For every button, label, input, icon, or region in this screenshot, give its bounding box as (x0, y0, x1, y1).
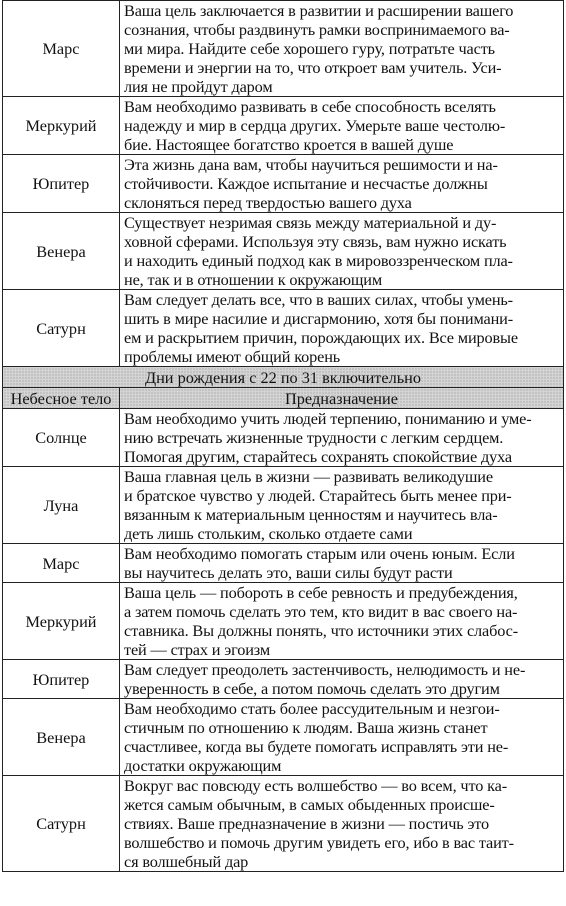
purpose-line: Вам следует делать все, что в ваших силах, чтобы умень- (124, 290, 513, 309)
purpose-line: Вам необходимо стать более рассудительным и незгои- (124, 699, 500, 718)
purpose-line: Существует незримая связь между материальной и ду- (124, 213, 497, 232)
purpose-text (120, 660, 564, 699)
planet-name: Венера (3, 213, 120, 290)
purpose-text (120, 213, 564, 290)
purpose-line: Вам необходимо учить людей терпению, пониманию и уме- (124, 409, 532, 428)
planet-name: Марс (3, 1, 120, 97)
purpose-line: стичным по отношению к людям. Ваша жизнь станет (124, 718, 488, 737)
table-row (3, 544, 564, 583)
purpose-line: Вам следует преодолеть застенчивость, нелюдимость и не- (124, 660, 526, 679)
planet-name: Солнце (3, 409, 120, 467)
document-page (2, 0, 564, 872)
purpose-line: волшебство и помочь другим увидеть его, ибо в вас таит- (124, 833, 514, 852)
purpose-line: достатки окружающим (124, 756, 282, 775)
planet-name: Меркурий (3, 97, 120, 155)
planet-name: Луна (3, 467, 120, 544)
purpose-line: проблемы имеют общий корень (124, 347, 341, 366)
purpose-text (120, 155, 564, 213)
column-header-planet: Небесное тело (3, 388, 120, 409)
planet-name: Меркурий (3, 583, 120, 660)
purpose-line: Вам необходимо развивать в себе способность вселять (124, 97, 496, 116)
planet-name: Сатурн (3, 290, 120, 367)
purpose-text (120, 544, 564, 583)
purpose-line: склоняться перед твердостью вашего духа (124, 193, 412, 212)
purpose-line: ми мира. Найдите себе хорошего гуру, потратьте часть (124, 39, 495, 58)
table-row (3, 1, 564, 97)
planet-name: Юпитер (3, 660, 120, 699)
table-row (3, 776, 564, 872)
planet-name: Марс (3, 544, 120, 583)
planet-name: Юпитер (3, 155, 120, 213)
table-row (3, 155, 564, 213)
purpose-line: ем и раскрытием причин, порождающих их. Все мировые (124, 328, 518, 347)
purpose-text (120, 290, 564, 367)
table-row (3, 583, 564, 660)
table-row (3, 467, 564, 544)
section1-body (3, 1, 564, 367)
purpose-line: времени и энергии на то, что откроет вам учитель. Уси- (124, 58, 502, 77)
purpose-text (120, 467, 564, 544)
table-row (3, 409, 564, 467)
planet-purpose-table (2, 0, 564, 872)
planet-name: Венера (3, 699, 120, 776)
purpose-text (120, 1, 564, 97)
purpose-line: бие. Настоящее богатство кроется в вашей душе (124, 135, 454, 154)
purpose-line: ствиях. Ваше предназначение в жизни — постичь это (124, 814, 490, 833)
table-row (3, 97, 564, 155)
purpose-line: деть лишь стольким, сколько отдаете сами (124, 524, 413, 543)
purpose-line: вы научитесь делать это, ваши силы будут расти (124, 563, 453, 582)
section2-header (3, 367, 564, 409)
purpose-line: сознания, чтобы раздвинуть рамки воспринимаемого ва- (124, 20, 510, 39)
purpose-line: а затем помочь сделать это тем, кто видит в вас своего на- (124, 602, 518, 621)
purpose-line: Вам необходимо помогать старым или очень юным. Если (124, 544, 515, 563)
purpose-line: нию встречать жизненные трудности с легким сердцем. (124, 428, 504, 447)
purpose-text (120, 776, 564, 872)
purpose-line: и братское чувство у людей. Старайтесь быть менее при- (124, 486, 512, 505)
purpose-line: счастливее, когда вы будете помогать исправлять эти не- (124, 737, 509, 756)
section2-body (3, 409, 564, 872)
table-row (3, 290, 564, 367)
column-header-row (3, 388, 564, 409)
planet-name: Сатурн (3, 776, 120, 872)
purpose-line: не, так и в отношении к окружающим (124, 270, 382, 289)
purpose-text (120, 583, 564, 660)
purpose-line: Эта жизнь дана вам, чтобы научиться решимости и на- (124, 155, 498, 174)
purpose-text (120, 699, 564, 776)
purpose-line: Вокруг вас повсюду есть волшебство — во всем, что ка- (124, 776, 507, 795)
purpose-text (120, 97, 564, 155)
purpose-line: тей — страх и эгоизм (124, 640, 270, 659)
purpose-line: уверенность в себе, а потом помочь сделать это другим (124, 679, 500, 698)
purpose-line: ся волшебный дар (124, 852, 249, 871)
purpose-line: стойчивости. Каждое испытание и несчастье должны (124, 174, 488, 193)
section-title-row (3, 367, 564, 388)
purpose-line: жется самым обычным, в самых обыденных происше- (124, 795, 495, 814)
column-header-purpose: Предназначение (120, 388, 564, 409)
purpose-line: Ваша цель заключается в развитии и расширении вашего (124, 1, 514, 20)
section-title: Дни рождения с 22 по 31 включительно (3, 367, 564, 388)
purpose-line: шить в мире насилие и дисгармонию, хотя бы понимани- (124, 309, 514, 328)
purpose-line: и находить единый подход как в мировоззренческом пла- (124, 251, 513, 270)
purpose-line: ставника. Вы должны понять, что источники этих слабос- (124, 621, 518, 640)
purpose-line: Ваша цель — побороть в себе ревность и предубеждения, (124, 583, 518, 602)
purpose-line: Ваша главная цель в жизни — развивать великодушие (124, 467, 493, 486)
purpose-text (120, 409, 564, 467)
table-row (3, 660, 564, 699)
table-row (3, 213, 564, 290)
table-row (3, 699, 564, 776)
purpose-line: лия не пройдут даром (124, 77, 273, 96)
purpose-line: вязанным к материальным ценностям и научитесь вла- (124, 505, 498, 524)
purpose-line: надежду и мир в сердца других. Умерьте ваше честолю- (124, 116, 506, 135)
purpose-line: Помогая другим, старайтесь сохранять спокойствие духа (124, 447, 512, 466)
purpose-line: ховной сферами. Используя эту связь, вам нужно искать (124, 232, 507, 251)
